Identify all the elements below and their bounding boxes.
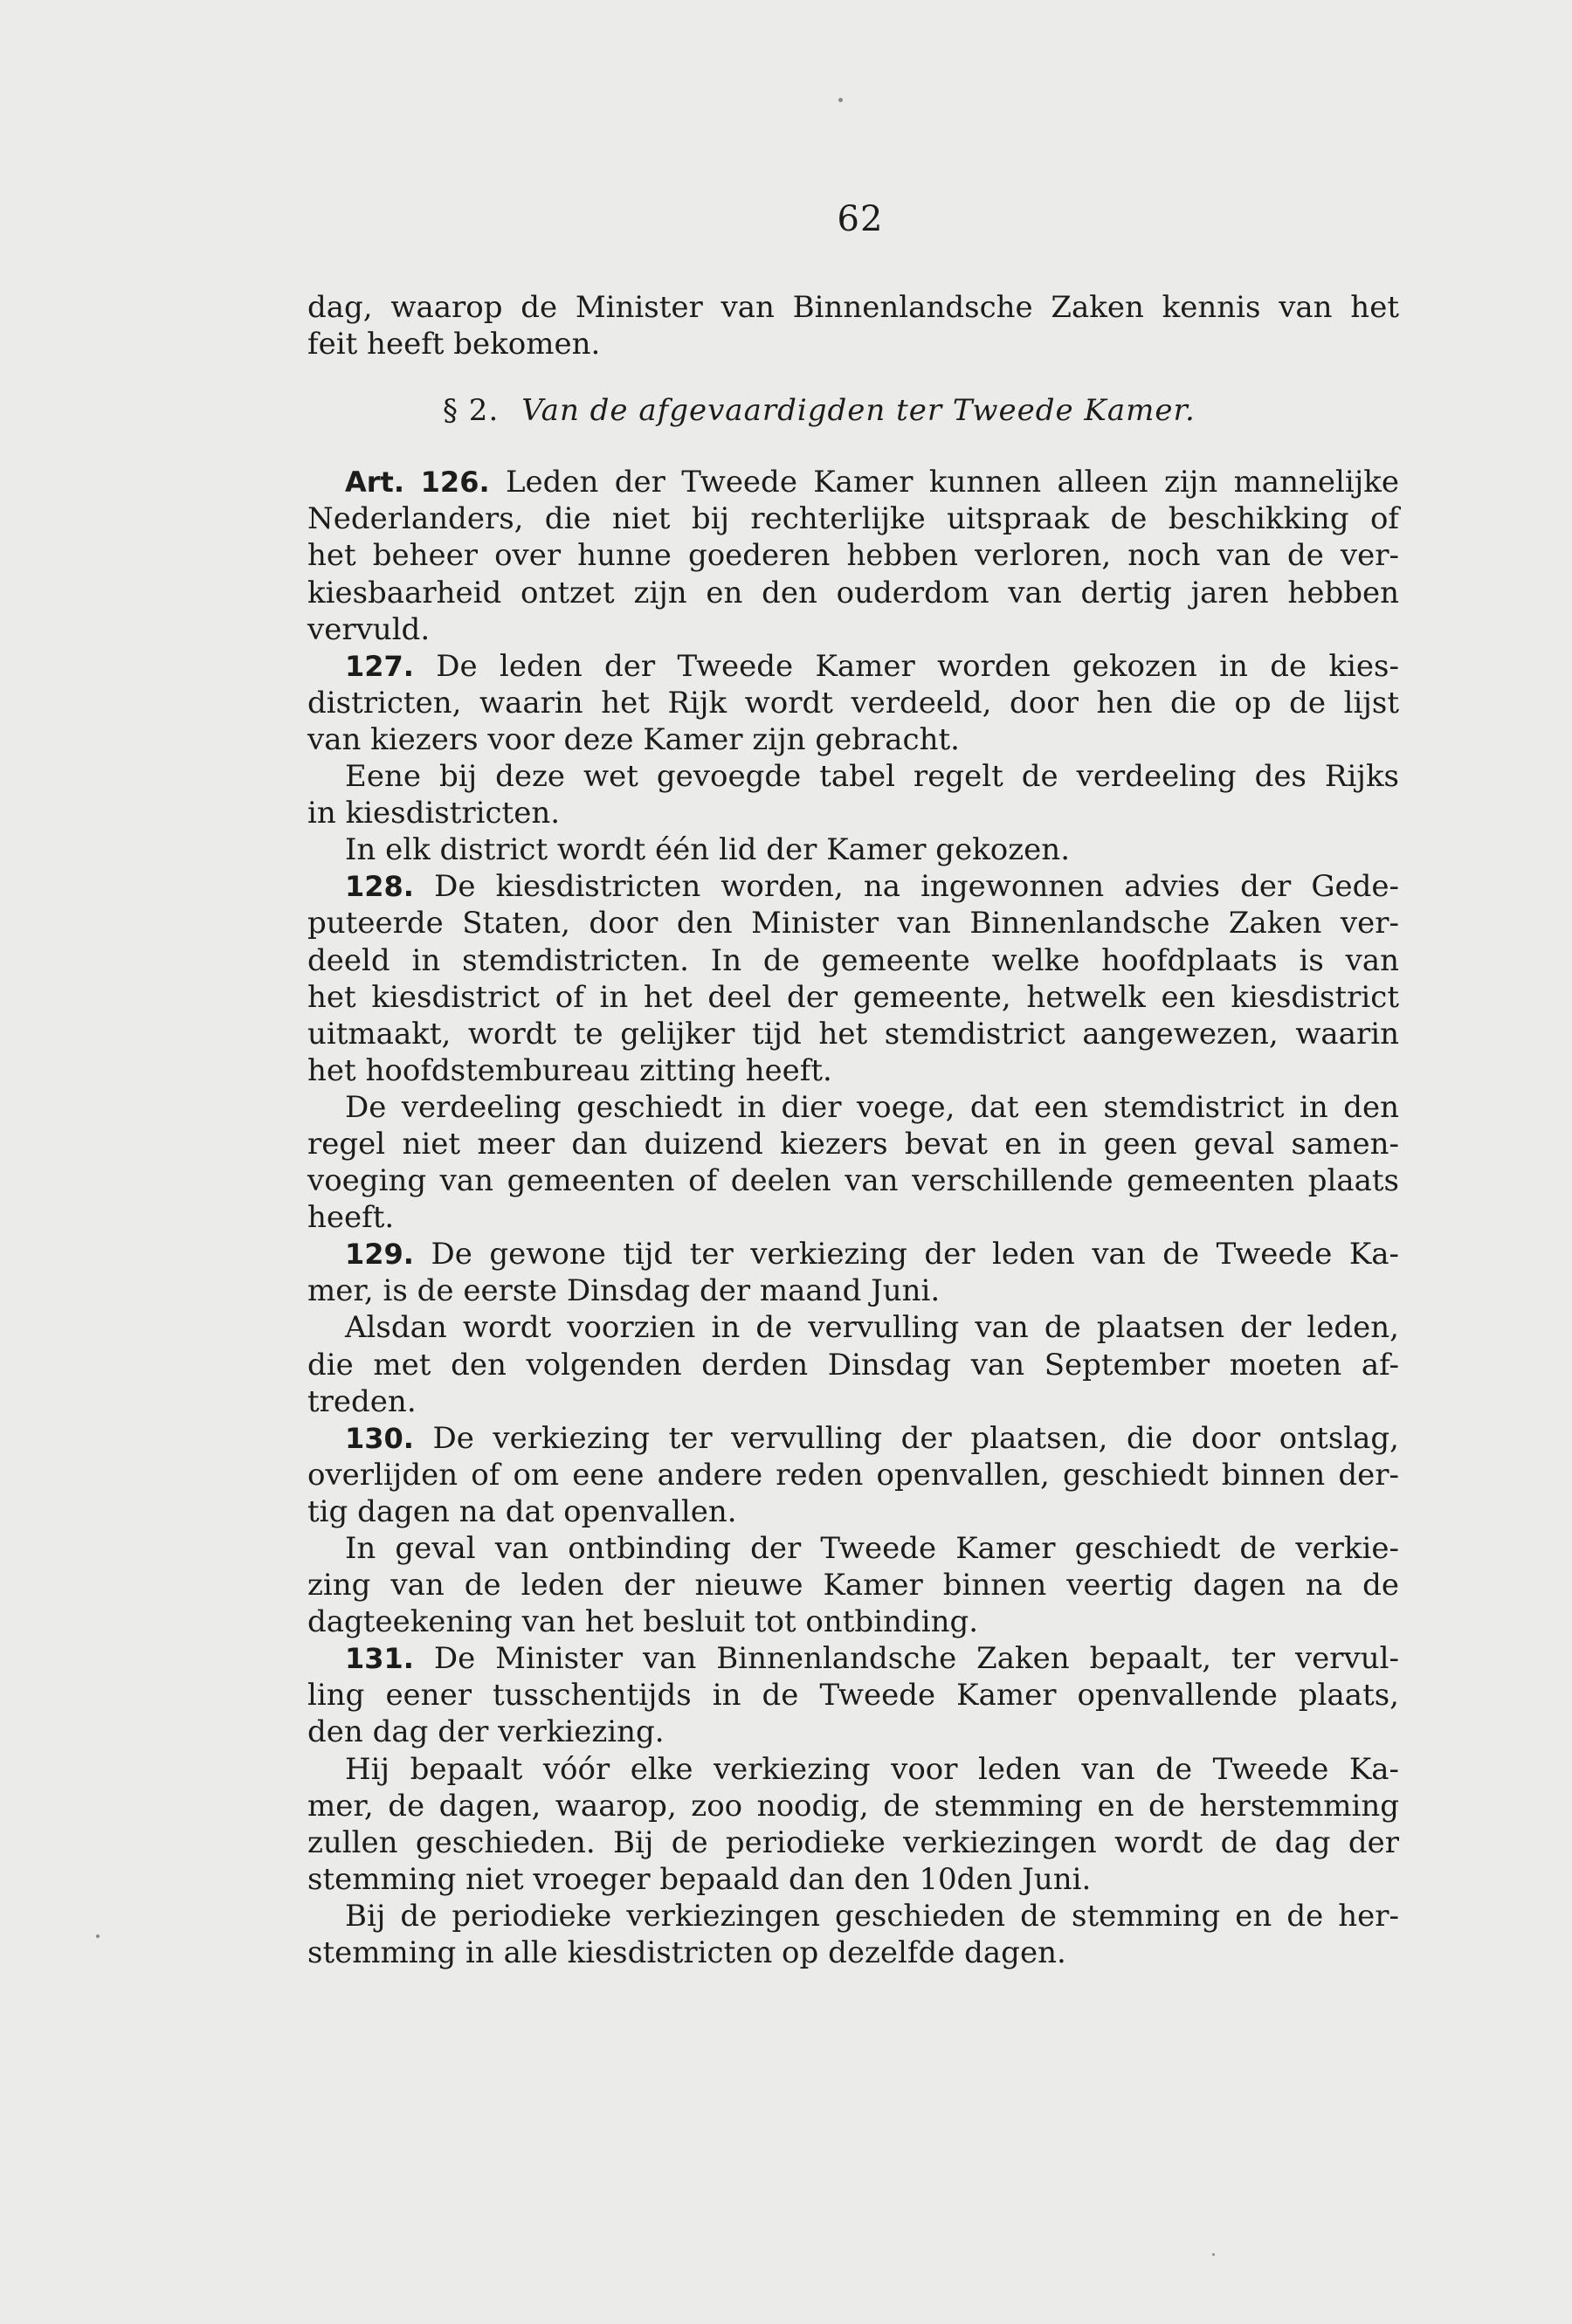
- text-line: districten, waarin het Rijk wordt verdeeld, door hen die op de lijst: [307, 685, 1399, 721]
- text-line: Nederlanders, die niet bij rechterlijke uitspraak de beschikking of: [307, 501, 1399, 537]
- article-label: 127.: [345, 649, 414, 683]
- article-label: 128.: [345, 870, 414, 904]
- article-label: 131.: [345, 1642, 414, 1676]
- article-131: [307, 1640, 1399, 1971]
- text-line: voeging van gemeenten of deelen van verschillende gemeenten plaats: [307, 1163, 1399, 1199]
- text-span: Leden der Tweede Kamer kunnen alleen zijn mannelijke: [505, 465, 1400, 500]
- text-line: mer, de dagen, waarop, zoo noodig, de stemming en de herstemming: [307, 1788, 1399, 1824]
- page-number: 62: [837, 199, 884, 239]
- text-line: Hij bepaalt vóór elke verkiezing voor leden van de Tweede Ka-: [345, 1751, 1399, 1787]
- text-line: feit heeft bekomen.: [307, 327, 601, 362]
- text-line: puteerde Staten, door den Minister van Binnenlandsche Zaken ver-: [307, 906, 1399, 941]
- text-line: [307, 648, 1399, 685]
- body-text: [307, 289, 1399, 1971]
- section-mark: § 2.: [443, 393, 500, 429]
- text-line: In elk district wordt één lid der Kamer gekozen.: [345, 832, 1070, 868]
- text-line: den dag der verkiezing.: [307, 1714, 665, 1750]
- paper-speck: [838, 98, 843, 102]
- text-span: De Minister van Binnenlandsche Zaken bepaalt, ter vervul-: [433, 1641, 1399, 1677]
- paper-speck: [96, 1934, 100, 1938]
- text-line: heeft.: [307, 1200, 395, 1236]
- text-line: Alsdan wordt voorzien in de vervulling van de plaatsen der leden,: [345, 1310, 1399, 1346]
- text-line: overlijden of om eene andere reden openvallen, geschiedt binnen der-: [307, 1457, 1399, 1493]
- article-129: [307, 1236, 1399, 1419]
- text-line: [307, 1640, 1399, 1677]
- text-line: deeld in stemdistricten. In de gemeente welke hoofdplaats is van: [307, 942, 1399, 978]
- article-130: [307, 1420, 1399, 1641]
- section-heading: [307, 392, 1399, 429]
- text-line: regel niet meer dan duizend kiezers bevat en in geen geval samen-: [307, 1126, 1399, 1162]
- text-line: mer, is de eerste Dinsdag der maand Juni.: [307, 1273, 941, 1309]
- text-line: het kiesdistrict of in het deel der gemeente, hetwelk een kiesdistrict: [307, 979, 1399, 1015]
- text-line: [307, 1420, 1399, 1457]
- article-label: 130.: [345, 1421, 414, 1455]
- text-line: uitmaakt, wordt te gelijker tijd het stemdistrict aangewezen, waarin: [307, 1016, 1399, 1052]
- text-span: De leden der Tweede Kamer worden gekozen in de kies-: [436, 648, 1399, 684]
- article-label: Art. 126.: [345, 465, 490, 500]
- text-line: treden.: [307, 1383, 417, 1419]
- article-128: [307, 868, 1399, 1236]
- text-line: dag, waarop de Minister van Binnenlandsche Zaken kennis van het: [307, 290, 1399, 325]
- text-span: De verkiezing ter vervulling der plaatsen, die door ontslag,: [432, 1420, 1399, 1456]
- text-line: [307, 464, 1399, 500]
- text-line: kiesbaarheid ontzet zijn en den ouderdom van dertig jaren hebben: [307, 575, 1399, 610]
- text-line: stemming niet vroeger bepaald dan den 10den Juni.: [307, 1861, 1092, 1897]
- article-label: 129.: [345, 1238, 414, 1272]
- text-line: In geval van ontbinding der Tweede Kamer geschiedt de verkie-: [345, 1531, 1399, 1566]
- text-span: De gewone tijd ter verkiezing der leden van de Tweede Ka-: [431, 1237, 1399, 1272]
- text-line: zing van de leden der nieuwe Kamer binnen veertig dagen na de: [307, 1568, 1399, 1603]
- text-line: De verdeeling geschiedt in dier voege, dat een stemdistrict in den: [345, 1089, 1399, 1125]
- text-line: tig dagen na dat openvallen.: [307, 1493, 737, 1529]
- text-line: vervuld.: [307, 611, 431, 647]
- text-line: stemming in alle kiesdistricten op dezelfde dagen.: [307, 1935, 1066, 1971]
- text-line: in kiesdistricten.: [307, 796, 561, 831]
- article-126: [307, 464, 1399, 647]
- article-127: [307, 648, 1399, 869]
- text-line: het beheer over hunne goederen hebben verloren, noch van de ver-: [307, 538, 1399, 574]
- text-line: van kiezers voor deze Kamer zijn gebracht.: [307, 721, 960, 757]
- text-span: De kiesdistricten worden, na ingewonnen advies der Gede-: [434, 869, 1399, 905]
- text-line: Eene bij deze wet gevoegde tabel regelt de verdeeling des Rijks: [345, 759, 1399, 795]
- text-line: ling eener tusschentijds in de Tweede Kamer openvallende plaats,: [307, 1678, 1399, 1714]
- text-line: dagteekening van het besluit tot ontbinding.: [307, 1604, 979, 1640]
- text-line: zullen geschieden. Bij de periodieke verkiezingen wordt de dag der: [307, 1824, 1399, 1860]
- paper-speck: [1212, 2253, 1215, 2256]
- section-title: Van de afgevaardigden ter Tweede Kamer.: [521, 393, 1196, 429]
- text-line: die met den volgenden derden Dinsdag van September moeten af-: [307, 1347, 1399, 1383]
- text-line: [307, 1236, 1399, 1272]
- text-line: Bij de periodieke verkiezingen geschieden de stemming en de her-: [345, 1898, 1399, 1934]
- text-line: [307, 868, 1399, 905]
- text-line: het hoofdstembureau zitting heeft.: [307, 1052, 832, 1088]
